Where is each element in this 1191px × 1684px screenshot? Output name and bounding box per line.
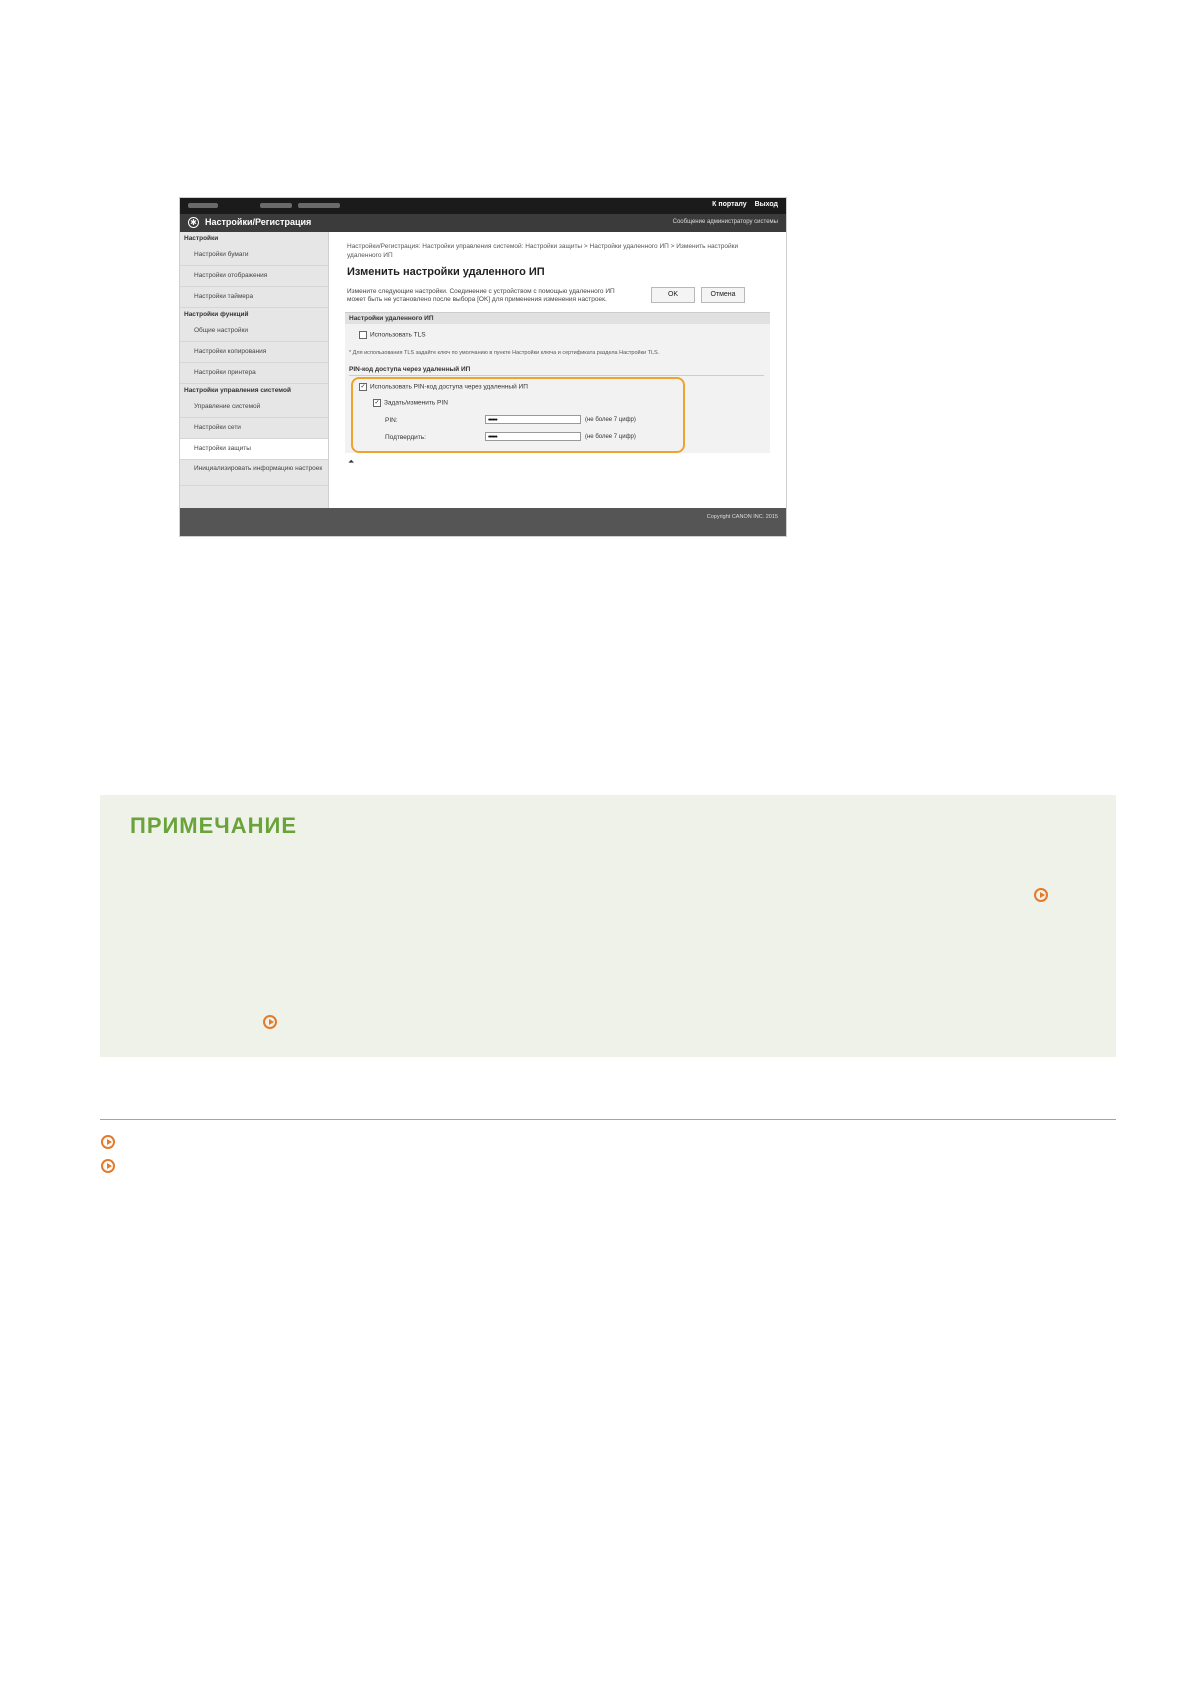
blurred-text [188,203,218,208]
title-bar [180,214,786,232]
sidebar-item-paper[interactable]: Настройки бумаги [180,245,328,266]
use-pin-option[interactable] [359,383,528,391]
panel-header: Настройки удаленного ИП [345,313,770,324]
sidebar-item-security[interactable]: Настройки защиты [180,439,328,460]
section-divider [100,1119,1116,1120]
pin-label: PIN: [385,417,398,424]
blurred-text [260,203,292,208]
set-pin-label: Задать/изменить PIN [384,399,448,407]
tls-note: * Для использования TLS задайте ключ по умолчанию в пункте Настройки ключа и сертификата раздела Настройки TLS. [349,350,660,356]
use-pin-label: Использовать PIN-код доступа через удаленный ИП [370,383,528,391]
confirm-hint: (не более 7 цифр) [585,434,636,440]
sidebar-item-printer[interactable]: Настройки принтера [180,363,328,384]
settings-logo-icon: ✱ [188,217,199,228]
remote-ui-screenshot [179,197,787,537]
remote-ui-settings-panel [345,312,770,453]
pin-section-title: PIN-код доступа через удаленный ИП [349,366,764,376]
link-arrow-icon[interactable] [101,1135,115,1149]
link-arrow-icon[interactable] [263,1015,277,1029]
ok-button[interactable]: OK [651,287,695,303]
sidebar [180,232,329,508]
main-content [329,232,786,508]
use-tls-label: Использовать TLS [370,331,426,339]
use-pin-checkbox[interactable]: ✓ [360,384,366,390]
admin-message-link[interactable]: Сообщение администратору системы [672,219,778,225]
sidebar-section-functions: Настройки функций [184,311,249,318]
link-arrow-icon[interactable] [1034,888,1048,902]
page-description: Измените следующие настройки. Соединение с устройством с помощью удаленного ИП может быть не установлено после выбора [OK] для применения изменения настроек. [347,288,615,303]
logout-link[interactable]: Выход [754,201,778,208]
sidebar-section-settings: Настройки [184,235,219,242]
footer [180,508,786,536]
sidebar-item-copy[interactable]: Настройки копирования [180,342,328,363]
sidebar-item-display[interactable]: Настройки отображения [180,266,328,287]
sidebar-item-timer[interactable]: Настройки таймера [180,287,328,308]
link-arrow-icon[interactable] [101,1159,115,1173]
note-heading: ПРИМЕЧАНИЕ [130,813,298,838]
portal-link[interactable]: К порталу [712,201,747,208]
sidebar-item-general[interactable]: Общие настройки [180,321,328,342]
set-pin-checkbox[interactable]: ✓ [374,400,380,406]
sidebar-item-system-management[interactable]: Управление системой [180,397,328,418]
set-pin-option[interactable] [373,399,448,407]
top-bar [180,198,786,214]
sidebar-item-initialize[interactable]: Инициализировать информацию настроек [180,460,328,486]
note-box [100,795,1116,1057]
confirm-label: Подтвердить: [385,434,426,441]
app-title: Настройки/Регистрация [205,217,312,227]
pin-field[interactable]: •••••• [485,415,581,424]
cancel-button[interactable]: Отмена [701,287,745,303]
copyright: Copyright CANON INC. 2015 [706,514,778,520]
breadcrumb: Настройки/Регистрация: Настройки управления системой: Настройки защиты > Настройки удаленного ИП > Изменить настройки удаленного ИП [347,243,739,259]
sidebar-section-system: Настройки управления системой [184,387,291,394]
sidebar-item-network[interactable]: Настройки сети [180,418,328,439]
blurred-text [298,203,340,208]
use-tls-option[interactable] [359,331,426,339]
scroll-to-top-icon[interactable]: ⏶ [348,457,355,466]
page-title: Изменить настройки удаленного ИП [347,266,545,278]
pin-hint: (не более 7 цифр) [585,417,636,423]
use-tls-checkbox[interactable] [359,331,367,339]
confirm-pin-field[interactable]: •••••• [485,432,581,441]
